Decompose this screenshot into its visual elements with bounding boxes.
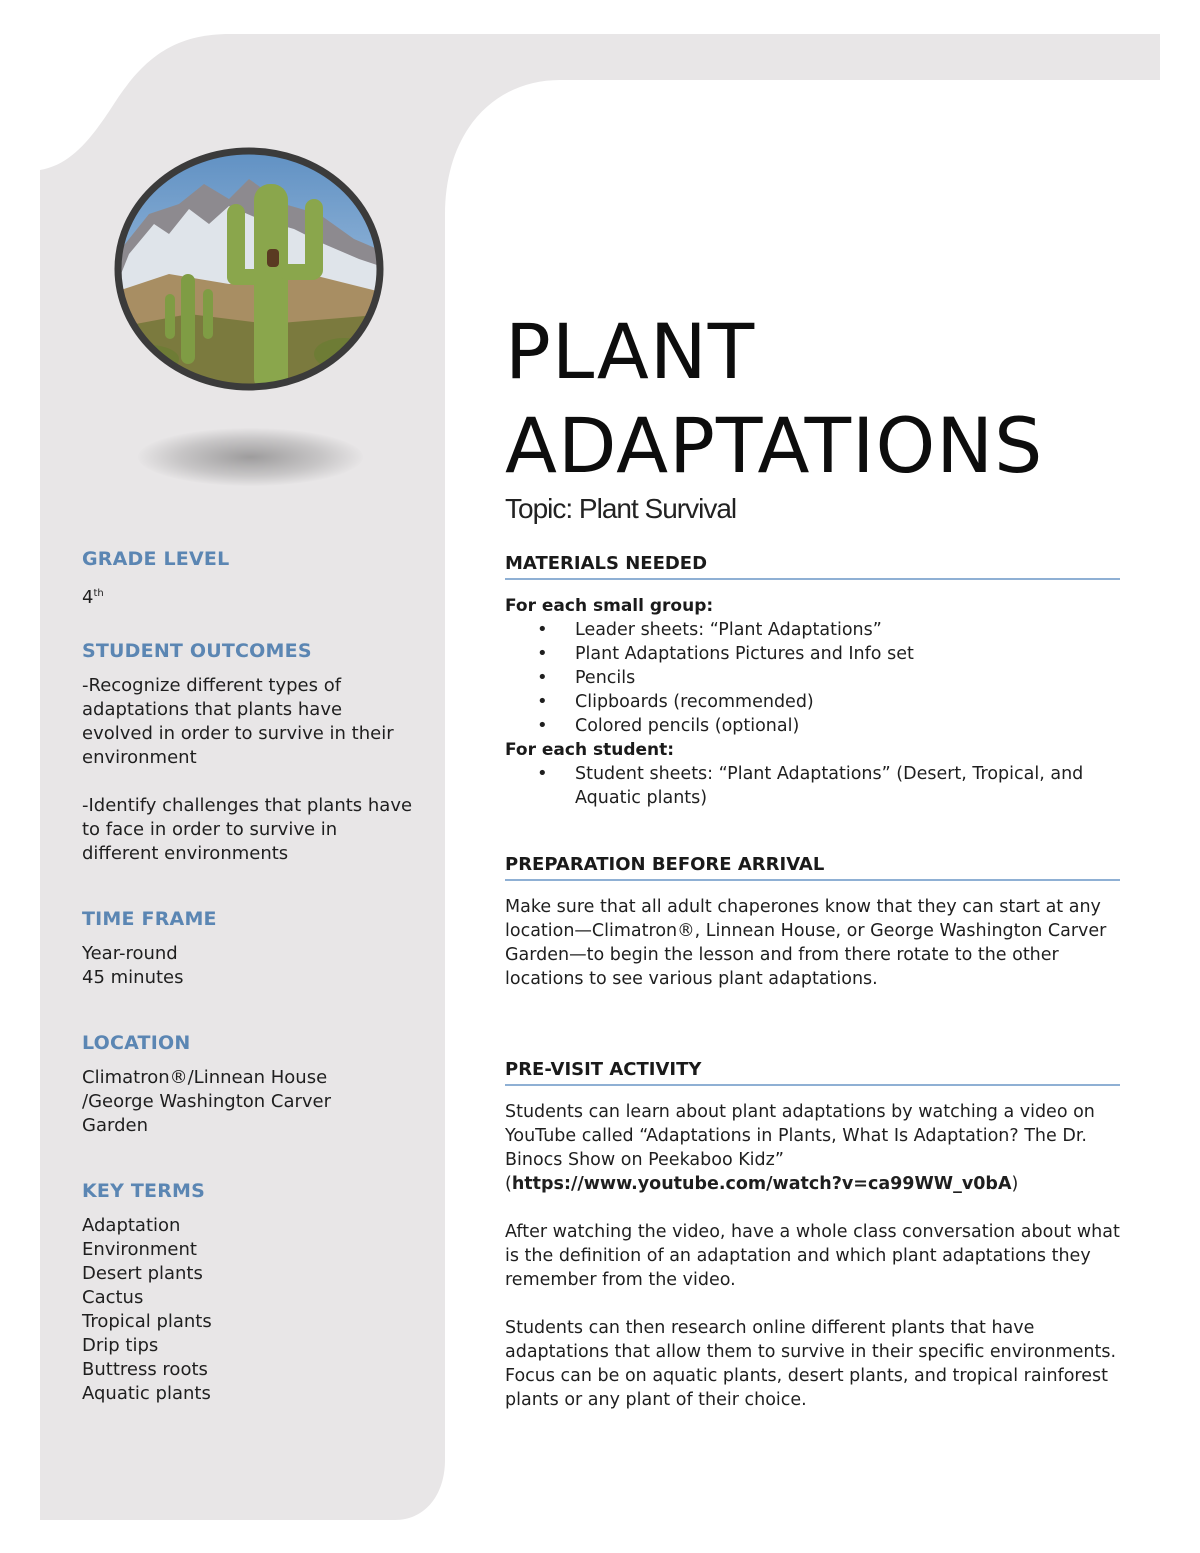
- photo-shadow: [138, 428, 363, 486]
- materials-heading: MATERIALS NEEDED: [505, 553, 1120, 580]
- key-term: Desert plants: [82, 1263, 203, 1284]
- previsit-section: [505, 1059, 1120, 1412]
- key-term: Cactus: [82, 1287, 144, 1308]
- group-materials-list: [505, 618, 1120, 738]
- topic-subtitle: Topic: Plant Survival: [505, 493, 737, 524]
- location-heading: LOCATION: [82, 1032, 191, 1054]
- grade-level-heading: GRADE LEVEL: [82, 548, 230, 570]
- grade-level-section: [82, 548, 417, 610]
- location-value: Climatron®/Linnean House /George Washington Carver Garden: [82, 1067, 332, 1136]
- time-frame-value: 45 minutes: [82, 967, 184, 988]
- student-outcomes-heading: STUDENT OUTCOMES: [82, 640, 312, 662]
- time-frame-value: Year-round: [82, 943, 178, 964]
- key-terms-list: [82, 1214, 417, 1406]
- preparation-heading: PREPARATION BEFORE ARRIVAL: [505, 854, 1120, 881]
- key-term: Environment: [82, 1239, 197, 1260]
- previsit-paragraph: After watching the video, have a whole class conversation about what is the definition of an adaptation and which plant adaptations they remember from the video.: [505, 1222, 1120, 1290]
- key-terms-section: [82, 1180, 417, 1406]
- materials-section: [505, 553, 1120, 810]
- youtube-link[interactable]: https://www.youtube.com/watch?v=ca99WW_v0bA: [511, 1174, 1012, 1194]
- cactus-photo: [109, 144, 389, 394]
- key-term: Buttress roots: [82, 1359, 208, 1380]
- previsit-paragraph: Students can learn about plant adaptations by watching a video on YouTube called “Adaptations in Plants, What Is Adaptation? The Dr. Binocs Show on Peekaboo Kidz” (https://www.youtube.com/watch?v=ca99WW_v0bA): [505, 1102, 1095, 1194]
- sidebar: [82, 548, 417, 1436]
- preparation-section: [505, 854, 1120, 991]
- previsit-heading: PRE-VISIT ACTIVITY: [505, 1059, 1120, 1086]
- key-term: Drip tips: [82, 1335, 159, 1356]
- key-terms-heading: KEY TERMS: [82, 1180, 206, 1202]
- student-label: For each student:: [505, 740, 675, 760]
- list-item: • Student sheets: “Plant Adaptations” (Desert, Tropical, and Aquatic plants): [575, 762, 1095, 810]
- key-term: Aquatic plants: [82, 1383, 211, 1404]
- student-materials-list: [505, 762, 1095, 810]
- page-title: [505, 305, 1120, 493]
- title-line-1: PLANT: [505, 307, 756, 396]
- student-outcomes-section: [82, 640, 417, 866]
- key-term: Tropical plants: [82, 1311, 212, 1332]
- title-line-2: ADAPTATIONS: [505, 401, 1044, 490]
- main-content: [505, 305, 1120, 1412]
- location-section: [82, 1032, 417, 1138]
- time-frame-heading: TIME FRAME: [82, 908, 217, 930]
- key-term: Adaptation: [82, 1215, 181, 1236]
- list-item: • Colored pencils (optional): [575, 714, 1120, 738]
- preparation-text: Make sure that all adult chaperones know that they can start at any location—Climatron®, Linnean House, or George Washington Carver Garden—to begin the lesson and from there rotate to the other locations to see various plant adaptations.: [505, 897, 1107, 989]
- list-item: • Leader sheets: “Plant Adaptations”: [575, 618, 1120, 642]
- outcome-item: -Recognize different types of adaptations that plants have evolved in order to survive in their environment: [82, 675, 394, 768]
- outcome-item: -Identify challenges that plants have to face in order to survive in different environments: [82, 795, 413, 864]
- group-label: For each small group:: [505, 596, 714, 616]
- list-item: • Pencils: [575, 666, 1120, 690]
- list-item: • Clipboards (recommended): [575, 690, 1120, 714]
- previsit-paragraph: Students can then research online different plants that have adaptations that allow them to survive in their specific environments. Focus can be on aquatic plants, desert plants, and tropical rainforest plants or any plant of their choice.: [505, 1318, 1117, 1410]
- time-frame-section: [82, 908, 417, 990]
- grade-level-value: 4th: [82, 587, 104, 608]
- list-item: • Plant Adaptations Pictures and Info set: [575, 642, 1120, 666]
